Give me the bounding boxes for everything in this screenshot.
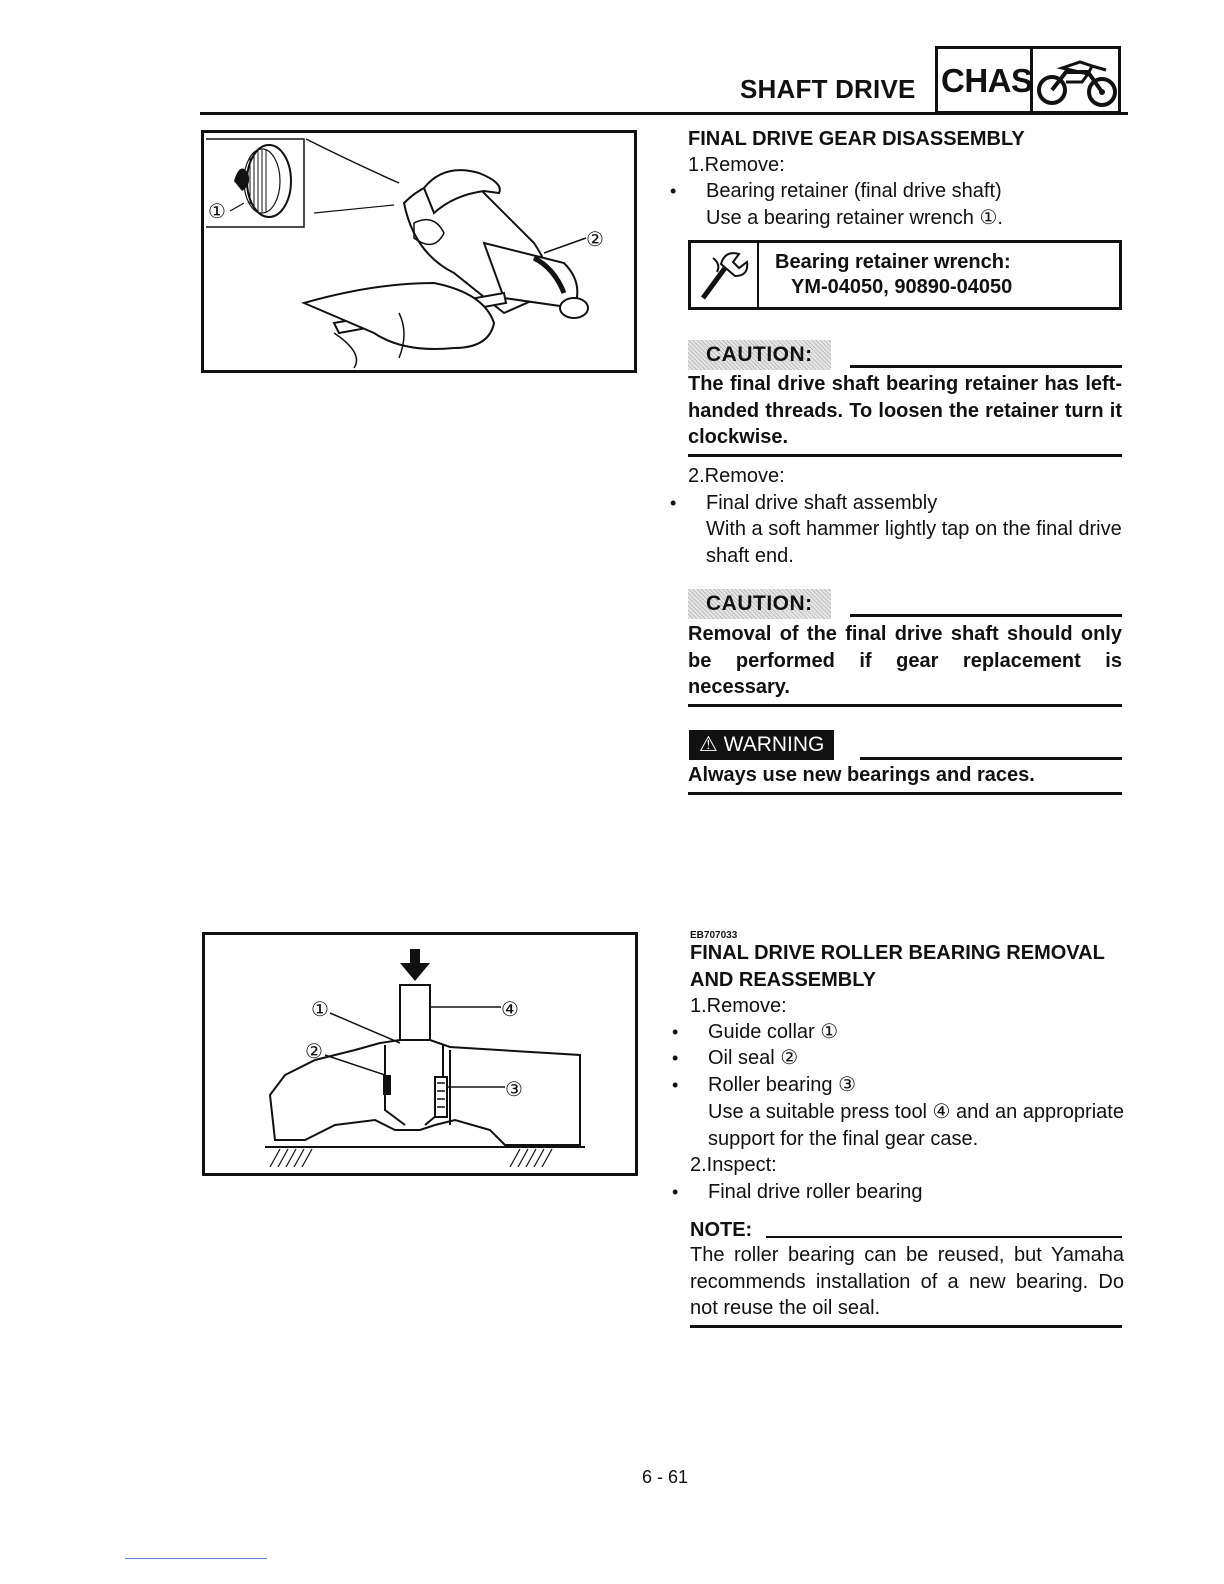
section-title: SHAFT DRIVE: [740, 74, 916, 104]
section-1-heading: FINAL DRIVE GEAR DISASSEMBLY: [688, 128, 1025, 150]
section-2-detail: [690, 1099, 1124, 1152]
detail-text: Use a bearing retainer wrench ①.: [706, 207, 1003, 229]
bullet-text: • Bearing retainer (final drive shaft): [688, 178, 1122, 205]
figure-2-callout-2: ②: [305, 1041, 323, 1063]
section-2-bullet-2: [690, 1045, 1124, 1072]
detail-text: Use a suitable press tool ④ and an appropriate support for the final gear case.: [708, 1101, 1124, 1150]
section-2-step-2: 2.Inspect:: [690, 1154, 777, 1176]
warning-text: Always use new bearings and races.: [688, 764, 1035, 786]
bullet-text: • Final drive roller bearing: [690, 1179, 1124, 1206]
section-1-step-2-detail: [688, 516, 1122, 569]
tool-title: Bearing retainer wrench:: [775, 251, 1011, 273]
figure-2-callout-4: ④: [501, 999, 519, 1021]
section-2-bullet-1: [690, 1019, 1124, 1046]
figure-1-illustration: [204, 133, 634, 370]
caution-1-badge: CAUTION:: [688, 340, 831, 370]
section-2-heading: FINAL DRIVE ROLLER BEARING REMOVAL AND REASSEMBLY: [690, 942, 1105, 991]
tool-numbers: YM-04050, 90890-04050: [791, 276, 1013, 298]
tool-box-divider: [757, 243, 759, 307]
warning-bottom-rule: [688, 792, 1122, 795]
section-2-code: EB707033: [690, 930, 738, 941]
figure-2-callout-3: ③: [505, 1079, 523, 1101]
section-2-bullet-4: [690, 1179, 1124, 1206]
note-top-rule: [766, 1236, 1122, 1238]
figure-bearing-retainer-removal: [201, 130, 637, 373]
wrench-icon: [695, 246, 753, 304]
warning-label: WARNING: [723, 733, 825, 756]
section-1-step-1-detail: [688, 205, 1122, 232]
motorcycle-icon: [1036, 52, 1118, 110]
caution-1-text: The final drive shaft bearing retainer has left-handed threads. To loosen the retainer turn it clockwise.: [688, 373, 1122, 448]
warning-badge: [689, 730, 834, 760]
figure-2-callout-1: ①: [311, 999, 329, 1021]
section-1-step-1: 1.Remove:: [688, 154, 785, 176]
chapter-label: CHAS: [941, 62, 1033, 99]
caution-1-top-rule: [850, 365, 1122, 368]
section-2-bullet-3: [690, 1072, 1124, 1099]
note-bottom-rule: [690, 1325, 1122, 1328]
bullet-text: • Guide collar ①: [690, 1019, 1124, 1046]
bullet-text: • Final drive shaft assembly: [688, 490, 1122, 517]
section-2-step-1: 1.Remove:: [690, 995, 787, 1017]
bullet-text: • Roller bearing ③: [690, 1072, 1124, 1099]
caution-2-bottom-rule: [688, 704, 1122, 707]
figure-roller-bearing-removal: [202, 932, 638, 1176]
special-tool-box: [688, 240, 1122, 310]
section-1-step-1-bullet: [688, 178, 1122, 205]
note-text: The roller bearing can be reused, but Yamaha recommends installation of a new bearing. Do not reuse the oil seal.: [690, 1244, 1124, 1319]
caution-2-text: Removal of the final drive shaft should only be performed if gear replacement is necessary.: [688, 623, 1122, 698]
caution-2-top-rule: [850, 614, 1122, 617]
footer-link-line: [125, 1558, 267, 1559]
warning-triangle-icon: ⚠: [699, 733, 724, 756]
section-1-step-2: 2.Remove:: [688, 465, 785, 487]
caution-1-bottom-rule: [688, 454, 1122, 457]
detail-text: With a soft hammer lightly tap on the final drive shaft end.: [706, 518, 1122, 567]
bullet-text: • Oil seal ②: [690, 1045, 1124, 1072]
note-label: NOTE:: [690, 1219, 753, 1241]
figure-1-callout-2: ②: [586, 229, 604, 251]
section-1-step-2-bullet: [688, 490, 1122, 517]
caution-2-badge: CAUTION:: [688, 589, 831, 619]
figure-2-illustration: [205, 935, 635, 1173]
figure-1-callout-1: ①: [208, 201, 226, 223]
warning-top-rule: [860, 757, 1122, 760]
page-number: 6 - 61: [642, 1467, 689, 1487]
